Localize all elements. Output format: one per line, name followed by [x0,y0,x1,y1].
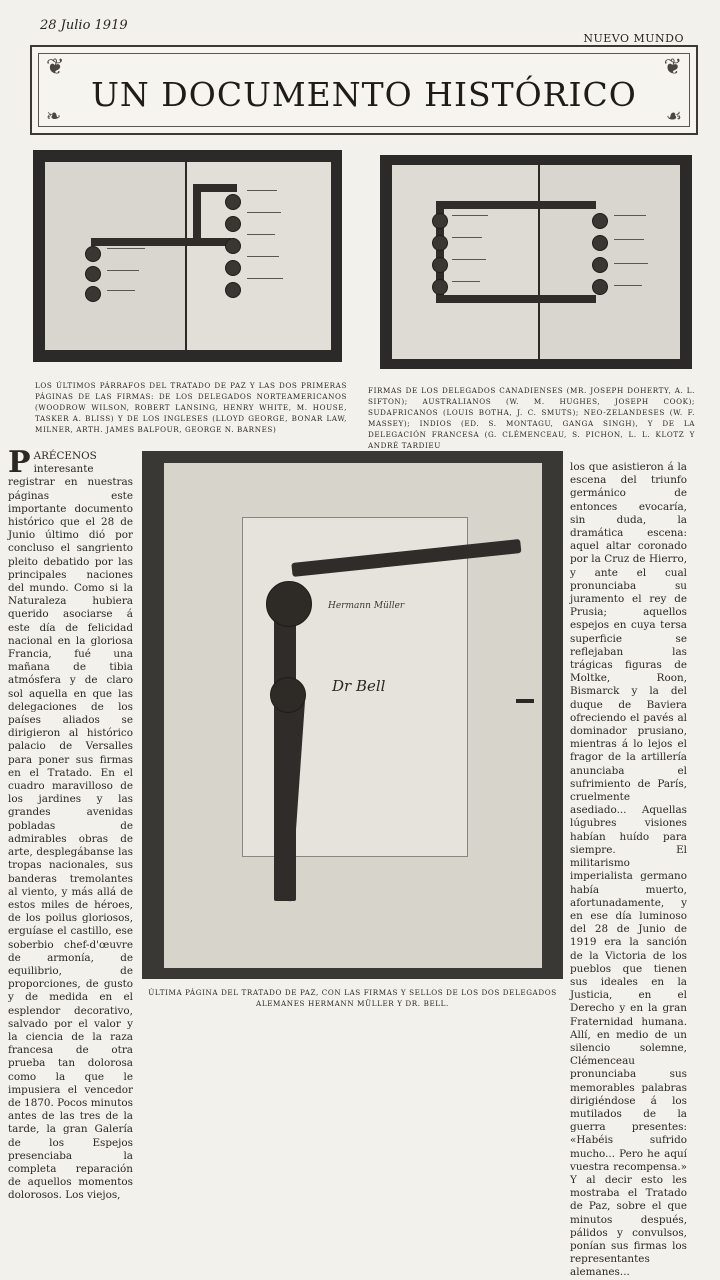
scroll-ornament-icon: ❦ [46,55,65,80]
signature-mark [614,263,648,264]
signature-hermann-muller: Hermann Müller [328,601,405,611]
wax-seal-icon [432,279,448,295]
wax-seal-icon [270,677,306,713]
wax-seal-icon [432,257,448,273]
signature-mark [614,215,646,216]
article-text-left: ARÉCENOS interesante registrar en nuestras páginas este importante documento histórico que el 28 de Junio último dió por concluso el sangriento pleito debatido por las principales naciones del mundo. Como si la Naturaleza hubiera querido asociarse á este día de felicidad nacional en la gloriosa Francia, fué una mañana de tibia atmósfera y de claro sol aquella en que las delegaciones de los países aliados se dirigieron al histórico palacio de Versalles para poner sus firmas en el Tratado. En el cuadro maravilloso de los jardines y las grandes avenidas pobladas de admirables obras de arte, desplegábanse las tropas nacionales, sus banderas tremolantes al viento, y más allá de estos miles de héroes, de los poilus gloriosos, erguíase el castillo, ese soberbio chef-d'œuvre de armonía, de equilibrio, de proporciones, de gusto y de medida en el esplendor decorativo, salvado por el valor y la ciencia de la raza francesa de otra prueba tan dolorosa como la que le impusiera el vencedor de 1870. Pocos minutos antes de las tres de la tarde, la gran Galería de los Espejos presenciaba la completa reparación de aquellos momentos dolorosos. Los viejos, [8,450,134,1202]
vine-ornament-icon: ❧ [46,106,62,127]
signature-mark [107,270,139,271]
signature-mark [452,237,482,238]
wax-seal-icon [225,194,241,210]
ribbon [193,184,237,192]
wax-seal-icon [432,235,448,251]
signature-mark [247,190,277,191]
article-column-right: los que asistieron á la escena del triunfo germánico de entonces evocaría, sin duda, la dramática escena: aquel altar coronado por la Cruz de Hierro, y ante el cual pronunciaba su juramento el rey de Prusia; aquellos espejos en cuya tersa superficie se reflejaban las trágicas figuras de Moltke, Roon, Bismarck y la del duque de Baviera ofreciendo el pavés al dominador prusiano, mientras á lo lejos el fragor de la artillería anunciaba el sufrimiento de París, cruelmente asediado... Aquellas lúgubres visiones habían huído para siempre. El militarismo imperialista germano había muerto, afortunadamente, y en ese día luminoso del 28 de Junio de 1919 era la sanción de la Victoria de los pueblos que tienen sus ideales en la Justicia, en el Derecho y en la gran Fraternidad humana. Allí, en medio de un silencio solemne, Clémenceau pronunciaba sus memorables palabras dirigiéndose á los mutilados de la guerra presentes: «Habéis sufrido mucho... Pero he aquí vuestra recompensa.» Y al decir esto les mostraba el Tratado de Paz, sobre el que minutos después, pálidos y convulsos, ponían sus firmas los representantes alemanes... [570,461,687,1279]
wax-seal-icon [85,266,101,282]
photo-treaty-american-british-signatures [33,150,342,362]
wax-seal-icon [266,581,312,627]
publication-name: NUEVO MUNDO [583,32,684,45]
binding-string [516,699,534,703]
page-title: UN DOCUMENTO HISTÓRICO [91,75,637,114]
scroll-ornament-icon: ❦ [663,55,682,80]
wax-seal-icon [592,279,608,295]
book-left-page [392,165,538,359]
signature-mark [247,234,275,235]
ribbon [436,295,596,303]
signature-mark [614,239,644,240]
caption-bottom: ÚLTIMA PÁGINA DEL TRATADO DE PAZ, CON LAS FIRMAS Y SELLOS DE LOS DOS DELEGADOS ALEMANES HERMANN MÜLLER Y DR. BELL. [148,988,557,1008]
article-column-left [8,445,134,1202]
wax-seal-icon [85,246,101,262]
signature-mark [452,215,488,216]
wax-seal-icon [432,213,448,229]
signature-dr-bell: Dr Bell [332,677,386,695]
caption-right: FIRMAS DE LOS DELEGADOS CANADIENSES (MR. JOSEPH DOHERTY, A. L. SIFTON); AUSTRALIANOS (W. M. HUGHES, JOSEPH COOK); SUDAFRICANOS (LOUIS BOTHA, J. C. SMUTS); NEO-ZELANDESES (W. F. MASSEY); INDIOS (ED. S. MONTAGU, GANGA SINGH), Y DE LA DELEGACIÓN FRANCESA (G. CLÉMENCEAU, S. PICHON, L. L. KLOTZ Y ANDRÉ TARDIEU [368,386,695,450]
wax-seal-icon [225,216,241,232]
signature-mark [247,278,283,279]
photo-treaty-german-signatures [142,451,563,979]
title-banner [30,45,698,135]
ribbon [193,184,201,244]
caption-left: LOS ÚLTIMOS PÁRRAFOS DEL TRATADO DE PAZ Y LAS DOS PRIMERAS PÁGINAS DE LAS FIRMAS: DE LOS DELEGADOS NORTEAMERICANOS (WOODROW WILSON, ROBERT LANSING, HENRY WHITE, M. HOUSE, TASKER A. BLISS) Y DE LOS INGLESES (LLOYD GEORGE, BONAR LAW, MILNER, ARTH. JAMES BALFOUR, GEORGE N. BARNES) [35,381,347,434]
signature-mark [614,285,642,286]
book-left-page [45,162,185,350]
photo-treaty-dominion-french-signatures [380,155,692,369]
wax-seal-icon [225,260,241,276]
wax-seal-icon [592,235,608,251]
signature-mark [107,248,145,249]
ribbon [91,238,231,246]
issue-date: 28 Julio 1919 [40,18,128,33]
book-right-page [540,165,680,359]
wax-seal-icon [592,213,608,229]
drop-cap: P [8,445,31,480]
signature-mark [452,281,480,282]
signature-mark [247,212,281,213]
signature-mark [107,290,135,291]
vine-ornament-icon: ☙ [665,106,682,127]
signature-mark [452,259,486,260]
wax-seal-icon [225,238,241,254]
wax-seal-icon [592,257,608,273]
signature-mark [247,256,279,257]
wax-seal-icon [85,286,101,302]
ribbon [436,201,596,209]
wax-seal-icon [225,282,241,298]
